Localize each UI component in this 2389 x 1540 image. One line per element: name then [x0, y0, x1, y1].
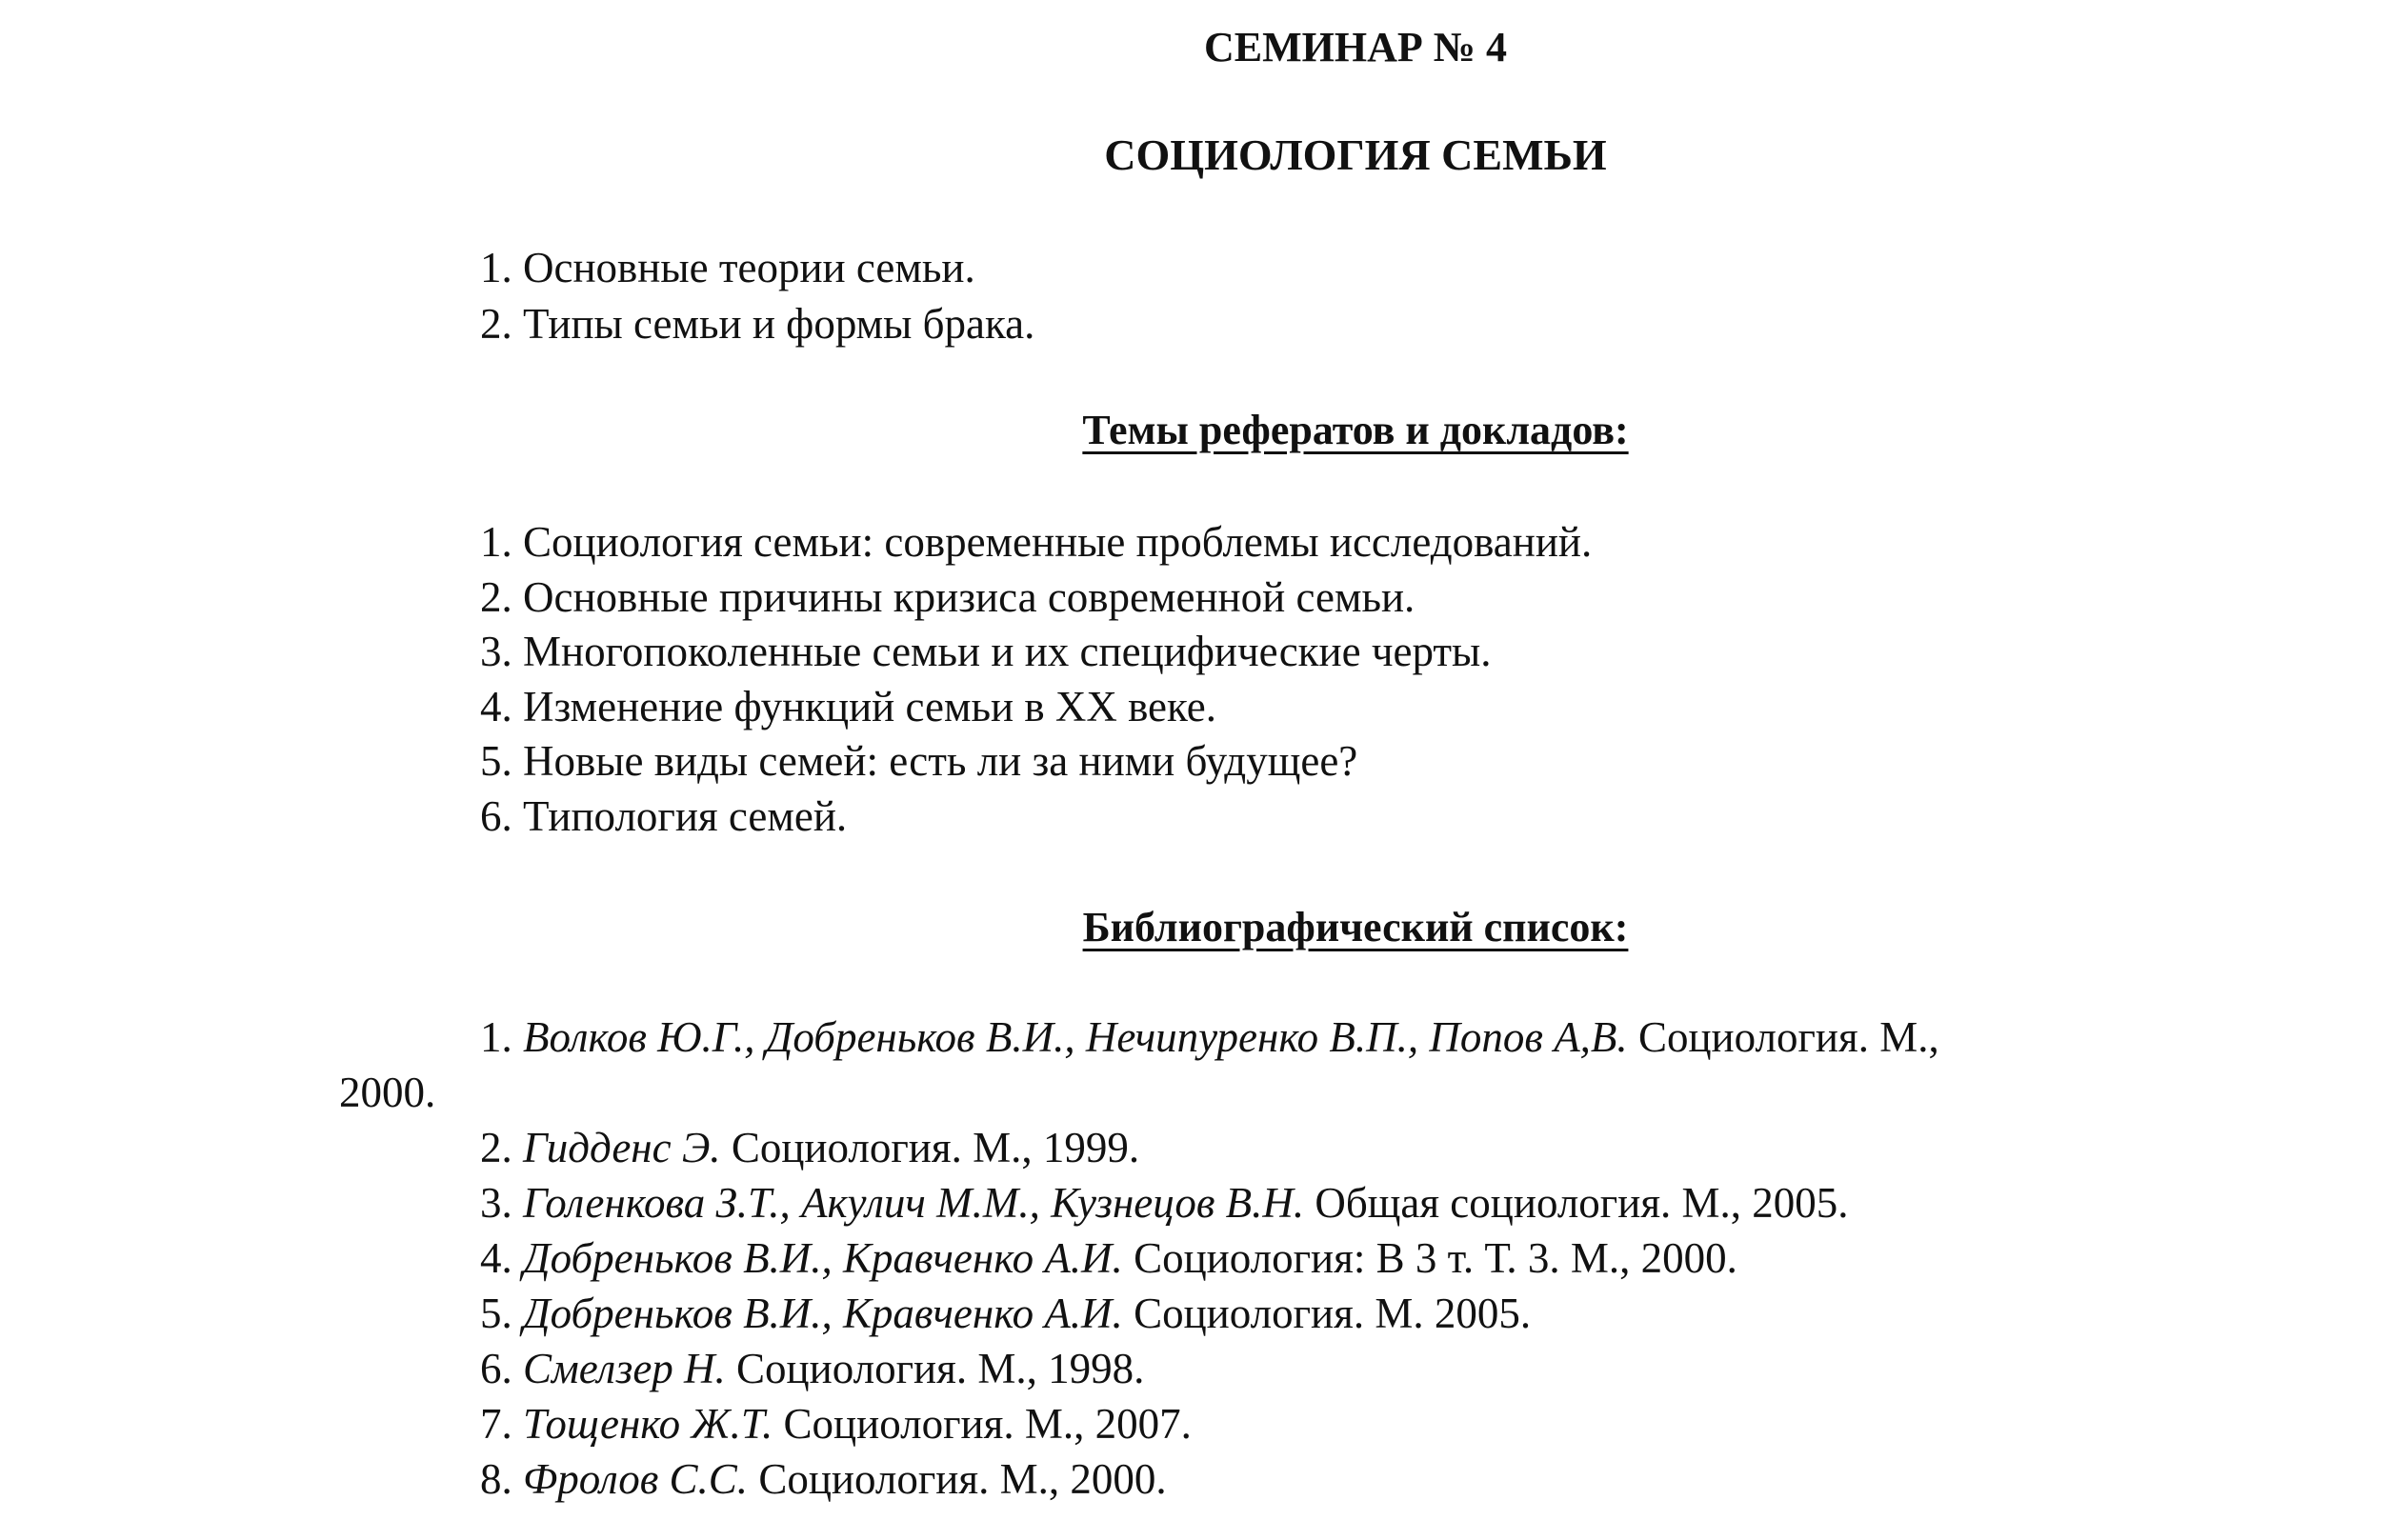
entry-title: Социология. М., 2000.	[758, 1455, 1167, 1503]
item-text: Основные теории семьи.	[523, 244, 975, 291]
themes-list	[480, 515, 1592, 844]
entry-title: Социология. М., 2007.	[783, 1400, 1192, 1448]
list-item	[480, 1341, 1849, 1396]
entry-authors: Волков Ю.Г., Добреньков В.И., Нечипуренко В.П., Попов А,В.	[523, 1013, 1628, 1061]
entry-authors: Смелзер Н.	[523, 1345, 726, 1392]
entry-authors: Гидденс Э.	[523, 1124, 721, 1171]
item-number: 2.	[480, 300, 512, 348]
item-number: 7.	[480, 1400, 512, 1448]
bibliography-heading: Библиографический список:	[1082, 904, 1629, 950]
item-number: 2.	[480, 572, 512, 621]
item-number: 4.	[480, 1234, 512, 1282]
list-item	[480, 515, 1592, 570]
list-item	[480, 625, 1592, 680]
entry-authors: Добреньков В.И., Кравченко А.И.	[523, 1234, 1123, 1282]
entry-title: Социология. М., 1999.	[731, 1124, 1140, 1171]
entry-authors: Добреньков В.И., Кравченко А.И.	[523, 1290, 1123, 1337]
entry-title: Социология. М.,	[1637, 1013, 1939, 1061]
themes-heading: Темы рефератов и докладов:	[1082, 407, 1629, 453]
seminar-title: СЕМИНАР № 4	[1204, 24, 1507, 70]
item-text: Новые виды семей: есть ли за ними будущее?	[523, 737, 1358, 785]
entry-title: Социология. М. 2005.	[1134, 1290, 1532, 1337]
list-item	[480, 1451, 1849, 1507]
bibliography-list	[480, 1120, 1849, 1507]
questions-list	[480, 240, 1034, 352]
item-number: 2.	[480, 1124, 512, 1171]
list-item	[480, 790, 1592, 845]
item-number: 1.	[480, 244, 512, 291]
item-number: 6.	[480, 791, 512, 840]
item-number: 6.	[480, 1345, 512, 1392]
list-item	[480, 680, 1592, 735]
item-number: 5.	[480, 1290, 512, 1337]
item-number: 3.	[480, 628, 512, 675]
entry-title: Социология: В 3 т. Т. 3. М., 2000.	[1134, 1234, 1737, 1282]
item-text: Изменение функций семьи в XX веке.	[523, 682, 1216, 730]
list-item	[480, 1286, 1849, 1341]
item-text: Многопоколенные семьи и их специфические черты.	[523, 628, 1492, 675]
list-item	[480, 570, 1592, 626]
item-number: 5.	[480, 737, 512, 785]
list-item	[480, 296, 1034, 352]
item-number: 3.	[480, 1179, 512, 1227]
item-number: 8.	[480, 1455, 512, 1503]
item-text: Социология семьи: современные проблемы исследований.	[523, 518, 1593, 566]
entry-title: Общая социология. М., 2005.	[1315, 1179, 1849, 1227]
entry-continuation: 2000.	[339, 1069, 436, 1116]
entry-title: Социология. М., 1998.	[736, 1345, 1145, 1392]
list-item	[480, 734, 1592, 790]
item-text: Типология семей.	[523, 791, 848, 840]
item-number: 1.	[480, 1013, 512, 1061]
entry-authors: Фролов С.С.	[523, 1455, 749, 1503]
item-text: Типы семьи и формы брака.	[523, 300, 1035, 348]
item-number: 4.	[480, 682, 512, 730]
item-number: 1.	[480, 518, 512, 566]
list-item	[480, 1175, 1849, 1230]
list-item	[480, 240, 1034, 296]
entry-authors: Голенкова З.Т., Акулич М.М., Кузнецов В.Н.	[523, 1179, 1305, 1227]
topic-title: СОЦИОЛОГИЯ СЕМЬИ	[1104, 130, 1607, 179]
entry-authors: Тощенко Ж.Т.	[523, 1400, 773, 1448]
item-text: Основные причины кризиса современной семьи.	[523, 572, 1415, 621]
list-item	[480, 1230, 1849, 1286]
list-item	[480, 1396, 1849, 1451]
bibliography-entry-first	[480, 1010, 1939, 1065]
list-item	[480, 1120, 1849, 1175]
